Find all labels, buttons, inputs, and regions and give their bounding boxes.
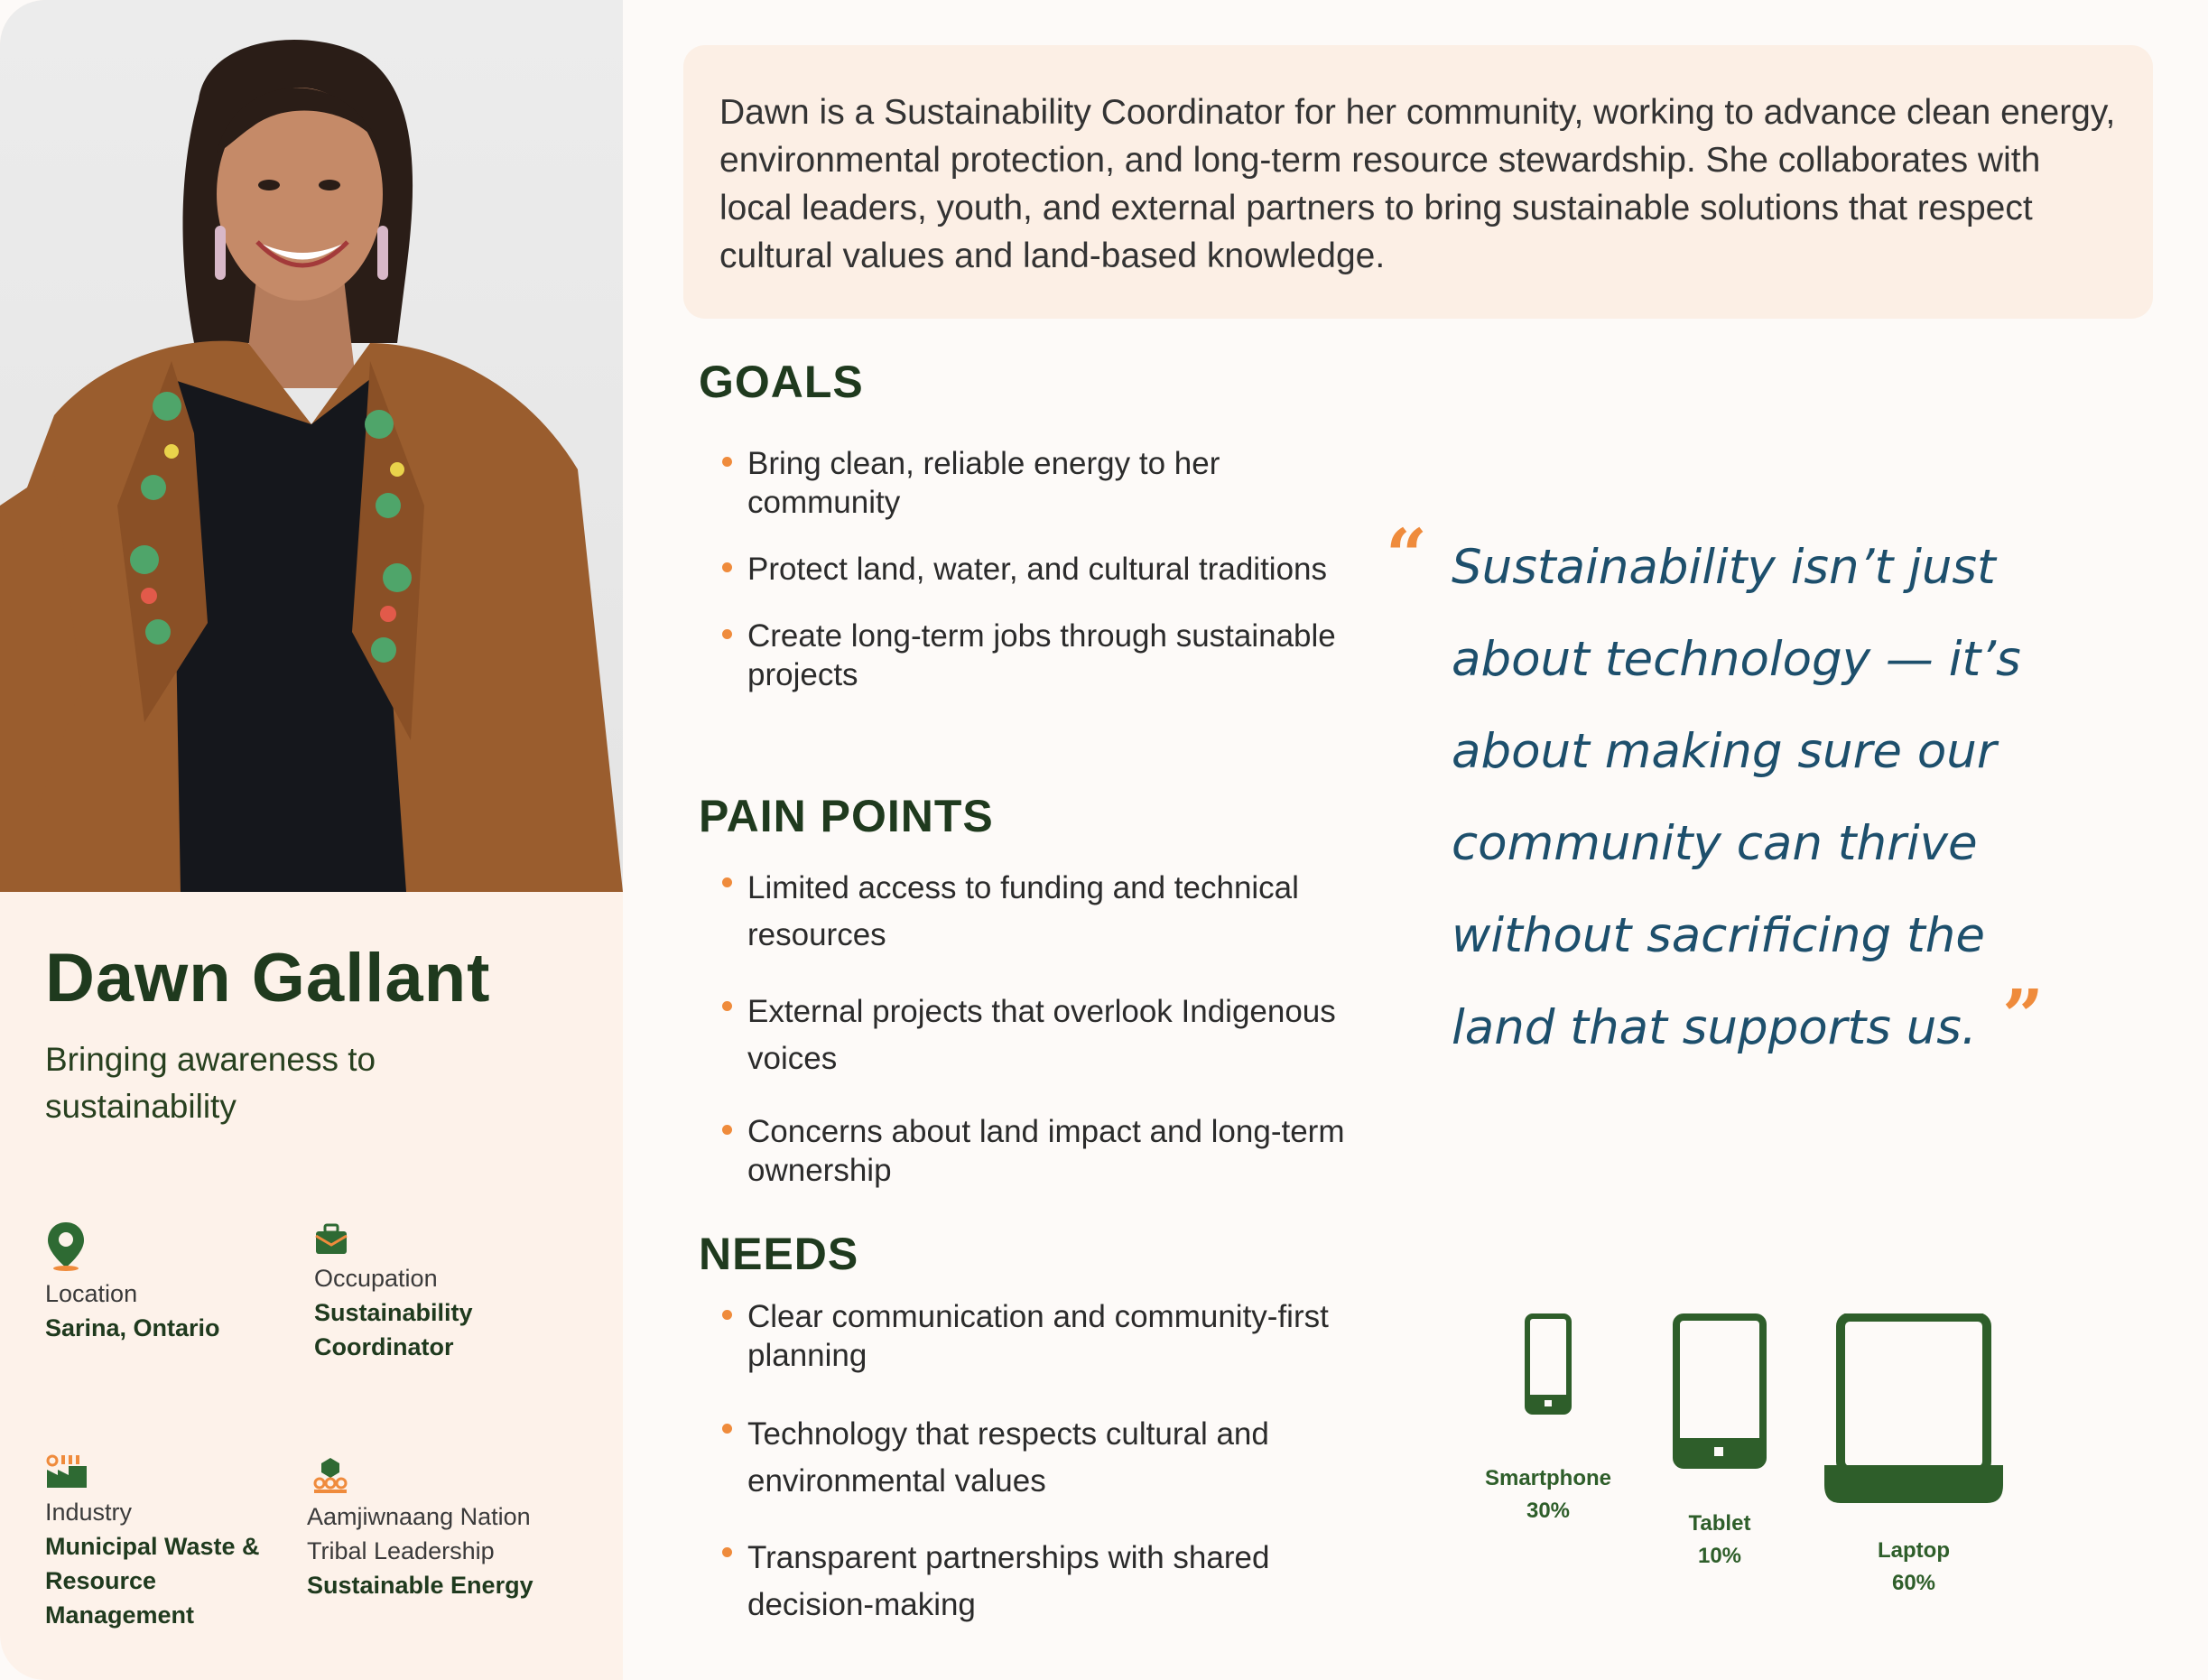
location-value: Sarina, Ontario [45, 1314, 220, 1341]
persona-bio: Dawn is a Sustainability Coordinator for her community, working to advance clean energy, environmental protection, and long-term resource stewardship. She collaborates with local leaders, youth, and external partners to bring sustainable solutions that respect cultural values and land-based knowledge. [683, 45, 2153, 319]
factory-icon [45, 1453, 88, 1490]
smartphone-icon [1525, 1313, 1572, 1415]
tablet-icon [1673, 1313, 1767, 1469]
pain-point-item: Limited access to funding and technical resources [720, 865, 1352, 959]
goal-item: Create long-term jobs through sustainable projects [720, 617, 1352, 694]
needs-title: NEEDS [699, 1229, 859, 1279]
industry-label: Industry [45, 1499, 133, 1526]
need-item: Transparent partnerships with shared decision-making [720, 1535, 1352, 1629]
goals-title: GOALS [699, 357, 864, 407]
persona-name: Dawn Gallant [45, 940, 491, 1016]
community-icon [312, 1456, 348, 1494]
organization-label: Aamjiwnaang Nation Tribal Leadership [307, 1503, 531, 1564]
occupation-value: Sustainability Coordinator [314, 1299, 473, 1360]
goal-item: Protect land, water, and cultural traditions [720, 550, 1352, 589]
pain-points-title: PAIN POINTS [699, 791, 994, 841]
persona-quote: Sustainability isn’t just about technology — it’s about making sure our community can thrive without sacrificing the land that supports us. [1452, 540, 2021, 1055]
tablet-label: Tablet [1688, 1511, 1751, 1536]
briefcase-icon [314, 1223, 348, 1256]
meta-occupation [314, 1223, 549, 1364]
laptop-icon [1824, 1313, 2003, 1507]
device-smartphone [1471, 1313, 1625, 1527]
tablet-value: 10% [1697, 1544, 1742, 1568]
profile-panel [0, 0, 623, 1680]
location-label: Location [45, 1280, 138, 1307]
meta-location [45, 1221, 289, 1345]
open-quote-icon: “ [1386, 513, 1428, 598]
device-tablet [1652, 1313, 1787, 1573]
laptop-value: 60% [1891, 1571, 1936, 1595]
need-item: Clear communication and community-first planning [720, 1297, 1352, 1375]
pain-points-list [720, 865, 1352, 1190]
occupation-label: Occupation [314, 1265, 438, 1292]
smartphone-value: 30% [1526, 1499, 1571, 1523]
goals-list [720, 444, 1352, 694]
goal-item: Bring clean, reliable energy to her community [720, 444, 1352, 522]
laptop-label: Laptop [1878, 1538, 1950, 1563]
close-quote-icon: ” [2002, 973, 2045, 1058]
meta-organization [307, 1456, 596, 1602]
person-illustration [0, 0, 623, 892]
smartphone-label: Smartphone [1484, 1466, 1611, 1490]
location-pin-icon [45, 1221, 87, 1271]
device-laptop [1823, 1313, 2004, 1600]
pain-point-item: Concerns about land impact and long-term ownership [720, 1112, 1352, 1190]
meta-industry [45, 1453, 289, 1632]
persona-tagline: Bringing awareness to sustainability [45, 1041, 376, 1125]
organization-value: Sustainable Energy [307, 1572, 533, 1599]
need-item: Technology that respects cultural and environmental values [720, 1411, 1352, 1505]
industry-value: Municipal Waste & Resource Management [45, 1533, 260, 1629]
pain-point-item: External projects that overlook Indigenous voices [720, 989, 1352, 1082]
profile-photo [0, 0, 623, 892]
needs-list [720, 1297, 1352, 1629]
